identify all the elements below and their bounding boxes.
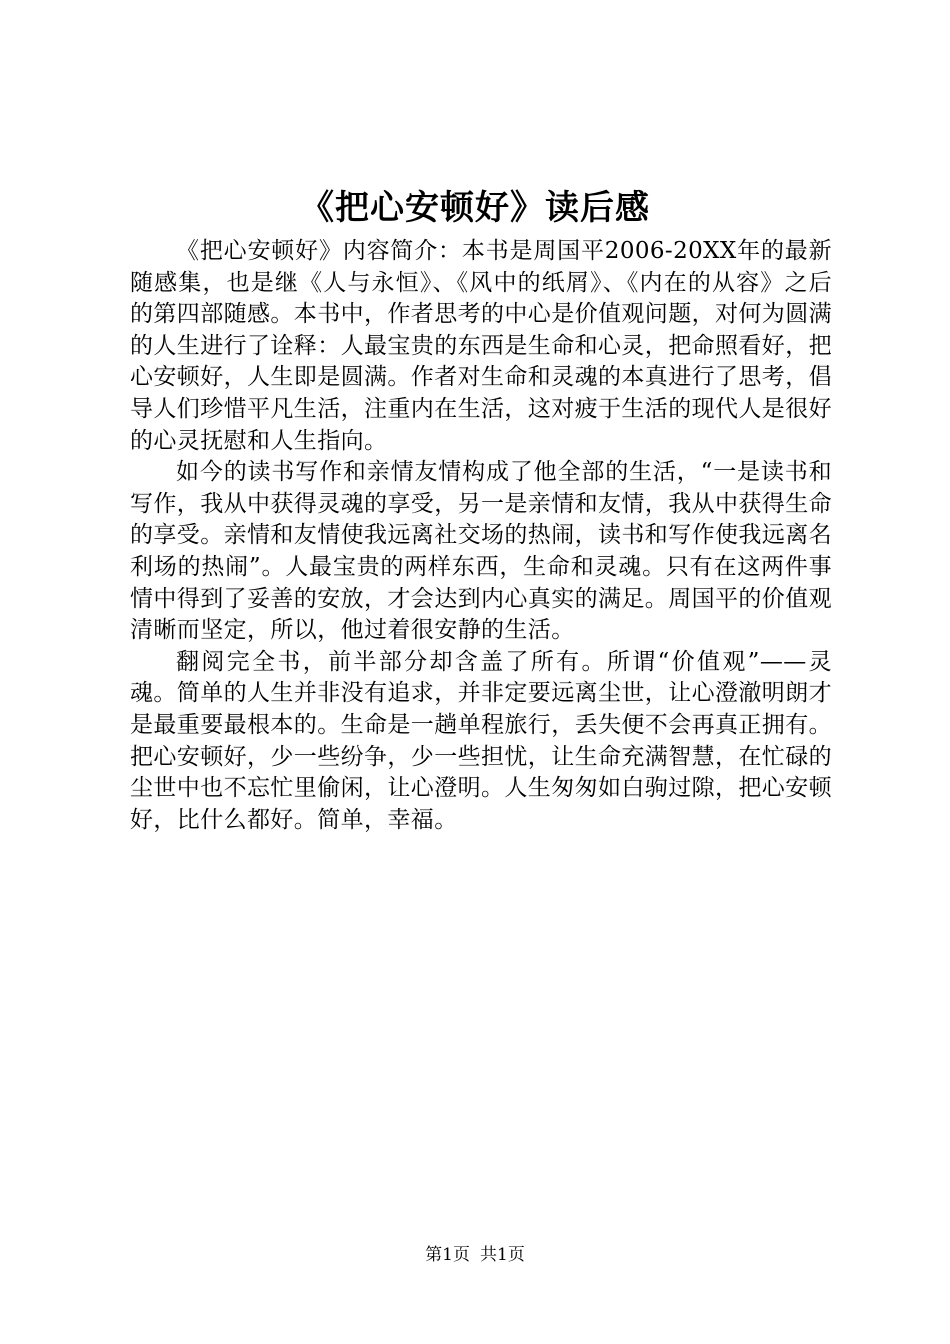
paragraph-1: 《把心安顿好》内容简介：本书是周国平2006-20XX年的最新随感集，也是继《人与永恒》、《风中的纸屑》、《内在的从容》之后的第四部随感。本书中，作者思考的中心是价值观问题，对何为圆满的人生进行了诠释：人最宝贵的东西是生命和心灵，把命照看好，把心安顿好，人生即是圆满。作者对生命和灵魂的本真进行了思考，倡导人们珍惜平凡生活，注重内在生活，这对疲于生活的现代人是很好的心灵抚慰和人生指向。 (130, 238, 832, 454)
paragraph-2: 如今的读书写作和亲情友情构成了他全部的生活，“一是读书和写作，我从中获得灵魂的享受，另一是亲情和友情，我从中获得生命的享受。亲情和友情使我远离社交场的热闹，读书和写作使我远离名利场的热闹”。人最宝贵的两样东西，生命和灵魂。只有在这两件事情中得到了妥善的安放，才会达到内心真实的满足。周国平的价值观清晰而坚定，所以，他过着很安静的生活。 (130, 459, 832, 644)
page-footer (0, 1243, 950, 1267)
document-body (130, 236, 832, 836)
page-number: 第1页 (425, 1245, 470, 1265)
paragraph-3: 翻阅完全书，前半部分却含盖了所有。所谓“价值观”——灵魂。简单的人生并非没有追求，并非定要远离尘世，让心澄澈明朗才是最重要最根本的。生命是一趟单程旅行，丢失便不会再真正拥有。把心安顿好，少一些纷争，少一些担忧，让生命充满智慧，在忙碌的尘世中也不忘忙里偷闲，让心澄明。人生匆匆如白驹过隙，把心安顿好，比什么都好。简单，幸福。 (130, 648, 832, 833)
page-total: 共1页 (480, 1245, 525, 1265)
document-title: 《把心安顿好》读后感 (300, 188, 650, 228)
